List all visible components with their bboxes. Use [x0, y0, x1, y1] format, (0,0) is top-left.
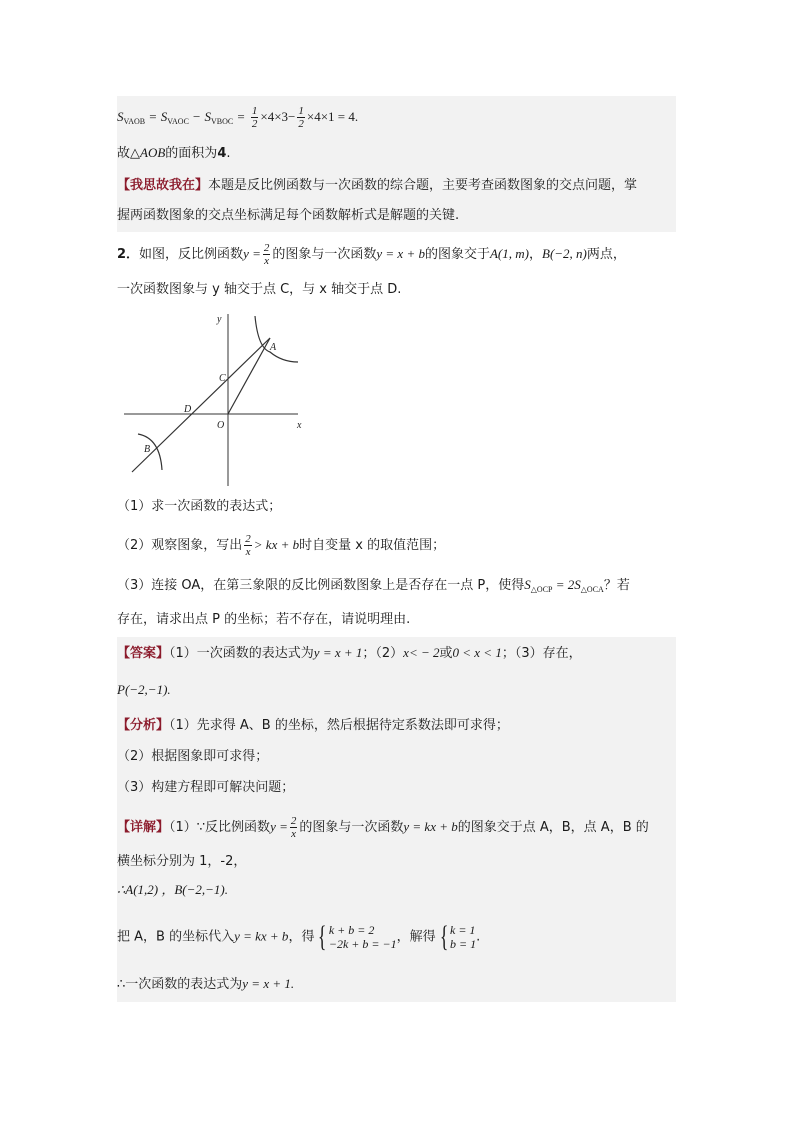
fraction-half: $\frac{1}{2}$	[251, 105, 258, 130]
analysis-tag: 【分析】	[117, 718, 170, 733]
question-1: （1）求一次函数的表达式；	[117, 499, 282, 514]
x-axis-label: x	[297, 420, 302, 431]
detail-line-5: ∴一次函数的表达式为y = x + 1.	[117, 976, 295, 992]
detail-tag: 【详解】	[117, 820, 170, 835]
function-graph	[120, 310, 310, 490]
problem-line-2: 一次函数图象与 y 轴交于点 C，与 x 轴交于点 D.	[117, 282, 402, 297]
reflection-tag: 【我思故我在】	[117, 178, 209, 193]
hyperbola-branch-first-quadrant	[255, 316, 298, 362]
fraction-2-over-x: $\frac{2}{x}$	[263, 242, 270, 267]
s-aob: $S_{VAOB}$	[117, 109, 146, 126]
answer-tag: 【答案】	[117, 646, 170, 661]
analysis-line-1: 【分析】（1）先求得 A、B 的坐标，然后根据待定系数法即可求得；	[117, 718, 509, 733]
left-brace: {	[318, 920, 327, 953]
left-brace: {	[439, 920, 449, 953]
solution-system: k = 1 b = 1	[450, 923, 477, 951]
answer-line-1: 【答案】（1）一次函数的表达式为y = x + 1；（2）x< − 2或0 < x < 1；（3）存在，	[117, 645, 582, 661]
conclusion-line: 故△AOB的面积为4.	[117, 145, 231, 161]
linear-function-line	[132, 338, 270, 472]
point-B-label: B	[144, 444, 151, 455]
analysis-line-2: （2）根据图象即可求得；	[117, 749, 269, 764]
fraction-2-over-x: $\frac{2}{x}$	[290, 815, 297, 840]
equation-system: k + b = 2 −2k + b = −1	[328, 923, 397, 951]
s-boc: $S_{VBOC}$	[204, 109, 234, 126]
detail-line-2: 横坐标分别为 1，-2，	[117, 854, 247, 869]
question-3-line-2: 存在，请求出点 P 的坐标；若不存在，请说明理由.	[117, 612, 411, 627]
reflection-line-1: 【我思故我在】本题是反比例函数与一次函数的综合题，主要考查函数图象的交点问题，掌	[117, 178, 638, 193]
point-D-label: D	[184, 404, 192, 415]
detail-line-3: ∴A(1,2) ，B(−2,−1).	[117, 882, 229, 897]
problem-number: 2．	[117, 247, 140, 262]
problem-line-1: 2．如图，反比例函数y = $\frac{2}{x}$ 的图象与一次函数y = x + b的图象交于A(1, m)，B(−2, n)两点，	[117, 242, 626, 267]
point-C-label: C	[219, 373, 226, 384]
answer-line-2: P(−2,−1).	[117, 682, 171, 697]
analysis-line-3: （3）构建方程即可解决问题；	[117, 780, 295, 795]
point-A-label: A	[270, 342, 277, 353]
question-3: （3）连接 OA，在第三象限的反比例函数图象上是否存在一点 P，使得$S_{\triangle OCP} = 2S_{\triangle OCA}$？若	[117, 577, 630, 594]
reflection-line-2: 握两函数图象的交点坐标满足每个函数解析式是解题的关键.	[117, 208, 460, 223]
question-2: （2）观察图象，写出 $\frac{2}{x}$ > kx + b时自变量 x 的取值范围；	[117, 533, 446, 558]
y-axis-label: y	[217, 314, 222, 325]
s-aoc: $S_{VAOC}$	[160, 109, 189, 126]
area-condition: $S_{\triangle OCP} = 2S_{\triangle OCA}$	[524, 577, 604, 594]
fraction-half: $\frac{1}{2}$	[298, 105, 304, 130]
detail-line-1: 【详解】（1）∵反比例函数y = $\frac{2}{x}$ 的图象与一次函数y = kx + b的图象交于点 A，B，点 A，B 的	[117, 815, 649, 840]
fraction-2-over-x: $\frac{2}{x}$	[245, 533, 251, 558]
segment-OA	[228, 338, 270, 414]
detail-line-4: 把 A，B 的坐标代入y = kx + b，得 { k + b = 2 −2k + b = −1 ，解得 { k = 1 b = 1 .	[117, 920, 481, 953]
origin-label: O	[217, 420, 225, 431]
area-formula: $S_{VAOB} = S_{VAOC} - S_{VBOC}$ = $\frac{1}{2}$ ×4×3− $\frac{1}{2}$ ×4×1 = 4.	[117, 105, 359, 130]
